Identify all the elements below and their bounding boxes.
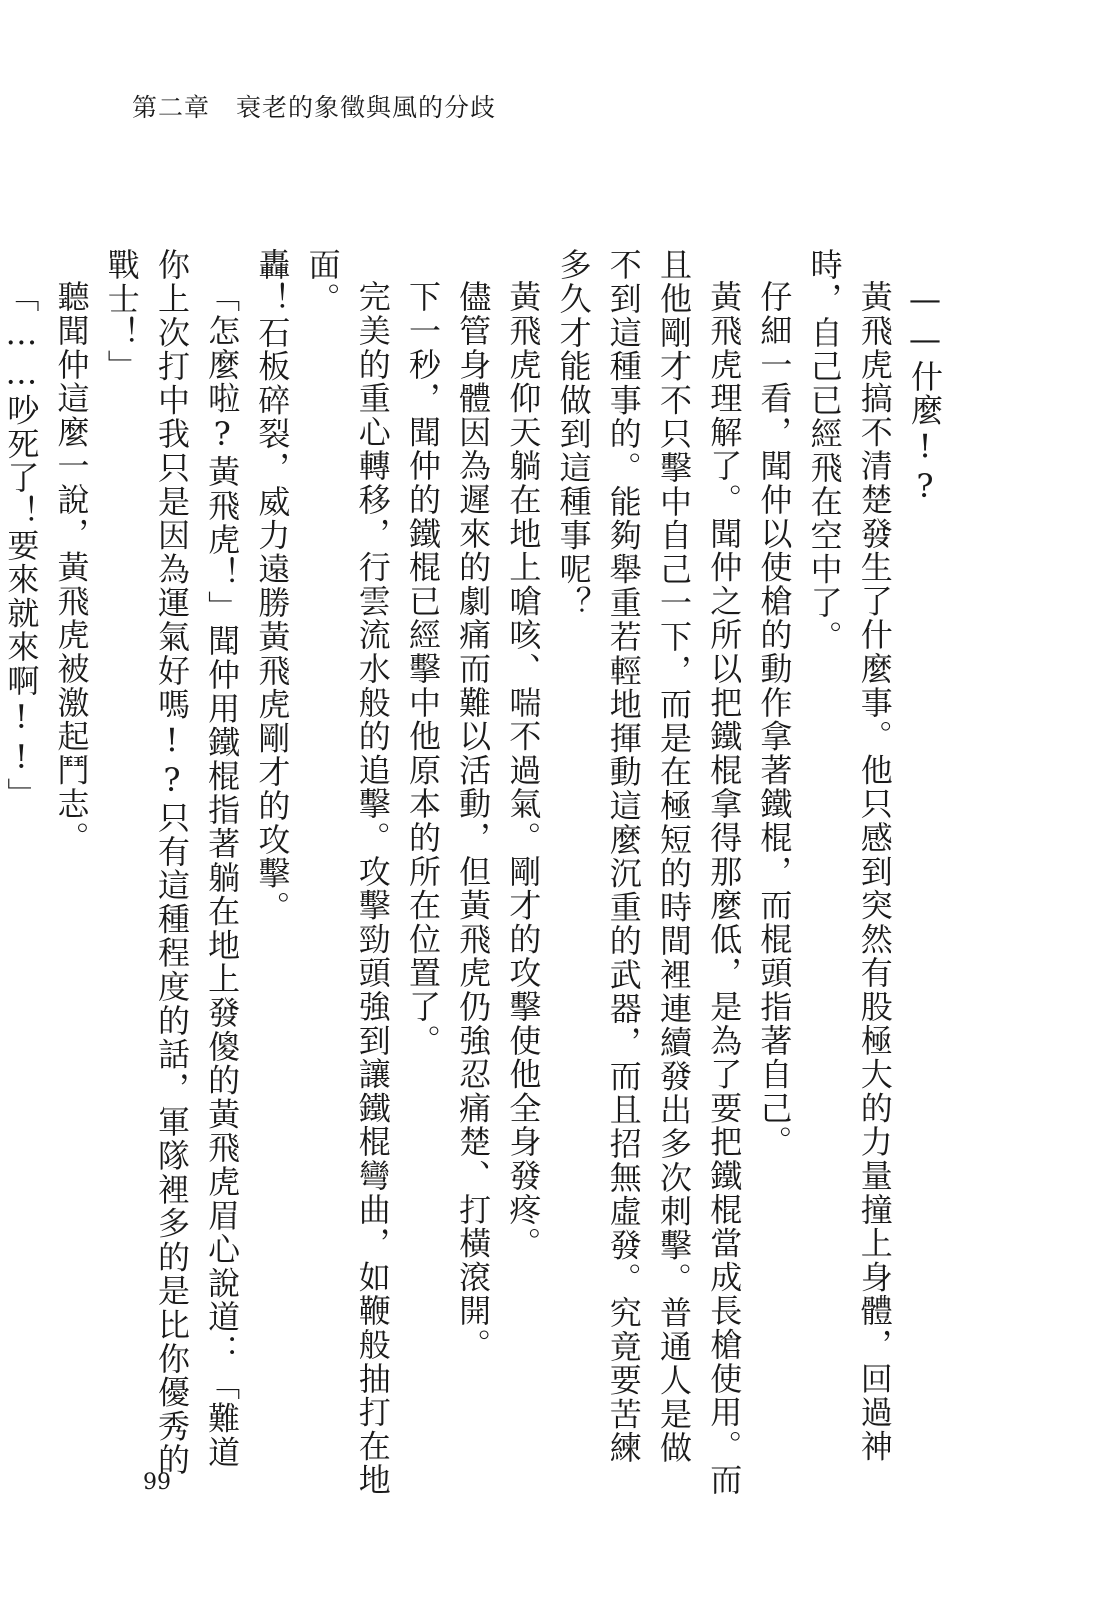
paragraph: 聽聞仲這麼一說，黃飛虎被激起鬥志。 xyxy=(52,280,91,855)
paragraph: 「怎麼啦?黃飛虎！」聞仲用鐵棍指著躺在地上發傻的黃飛虎眉心說道：「難道你上次打中我只是因為運氣好嗎!?只有這種程度的話，軍隊裡多的是比你優秀的戰士！」 xyxy=(102,248,242,1477)
paragraph: ——什麼!? xyxy=(906,280,944,507)
paragraph: 轟！石板碎裂，威力遠勝黃飛虎剛才的攻擊。 xyxy=(253,248,292,924)
paragraph: 「……吵死了！要來就來啊!!」 xyxy=(2,280,41,811)
paragraph: 下一秒，聞仲的鐵棍已經擊中他原本的所在位置了。 xyxy=(403,280,442,1058)
paragraph: 儘管身體因為遲來的劇痛而難以活動，但黃飛虎仍強忍痛楚、打橫滾開。 xyxy=(454,280,493,1362)
body-text xyxy=(2,248,950,1498)
paragraph: 仔細一看，聞仲以使槍的動作拿著鐵棍，而棍頭指著自己。 xyxy=(755,280,794,1159)
paragraph: 黃飛虎理解了。聞仲之所以把鐵棍拿得那麼低，是為了要把鐵棍當成長槍使用。而且他剛才不只擊中自己一下，而是在極短的時間裡連續發出多次刺擊。普通人是做不到這種事的。能夠舉重若輕地揮動這麼沉重的武器，而且招無虛發。究竟要苦練多久才能做到這種事呢？ xyxy=(554,248,744,1497)
running-header: 第二章 衰老的象徵與風的分歧 xyxy=(132,93,497,122)
paragraph: 黃飛虎搞不清楚發生了什麼事。他只感到突然有股極大的力量撞上身體，回過神時，自己已經飛在空中了。 xyxy=(805,248,894,1463)
paragraph: 黃飛虎仰天躺在地上嗆咳、喘不過氣。剛才的攻擊使他全身發疼。 xyxy=(504,280,543,1261)
paragraph: 完美的重心轉移，行雲流水般的追擊。攻擊勁頭強到讓鐵棍彎曲，如鞭般抽打在地面。 xyxy=(303,248,392,1497)
page-number: 99 xyxy=(143,1470,171,1495)
